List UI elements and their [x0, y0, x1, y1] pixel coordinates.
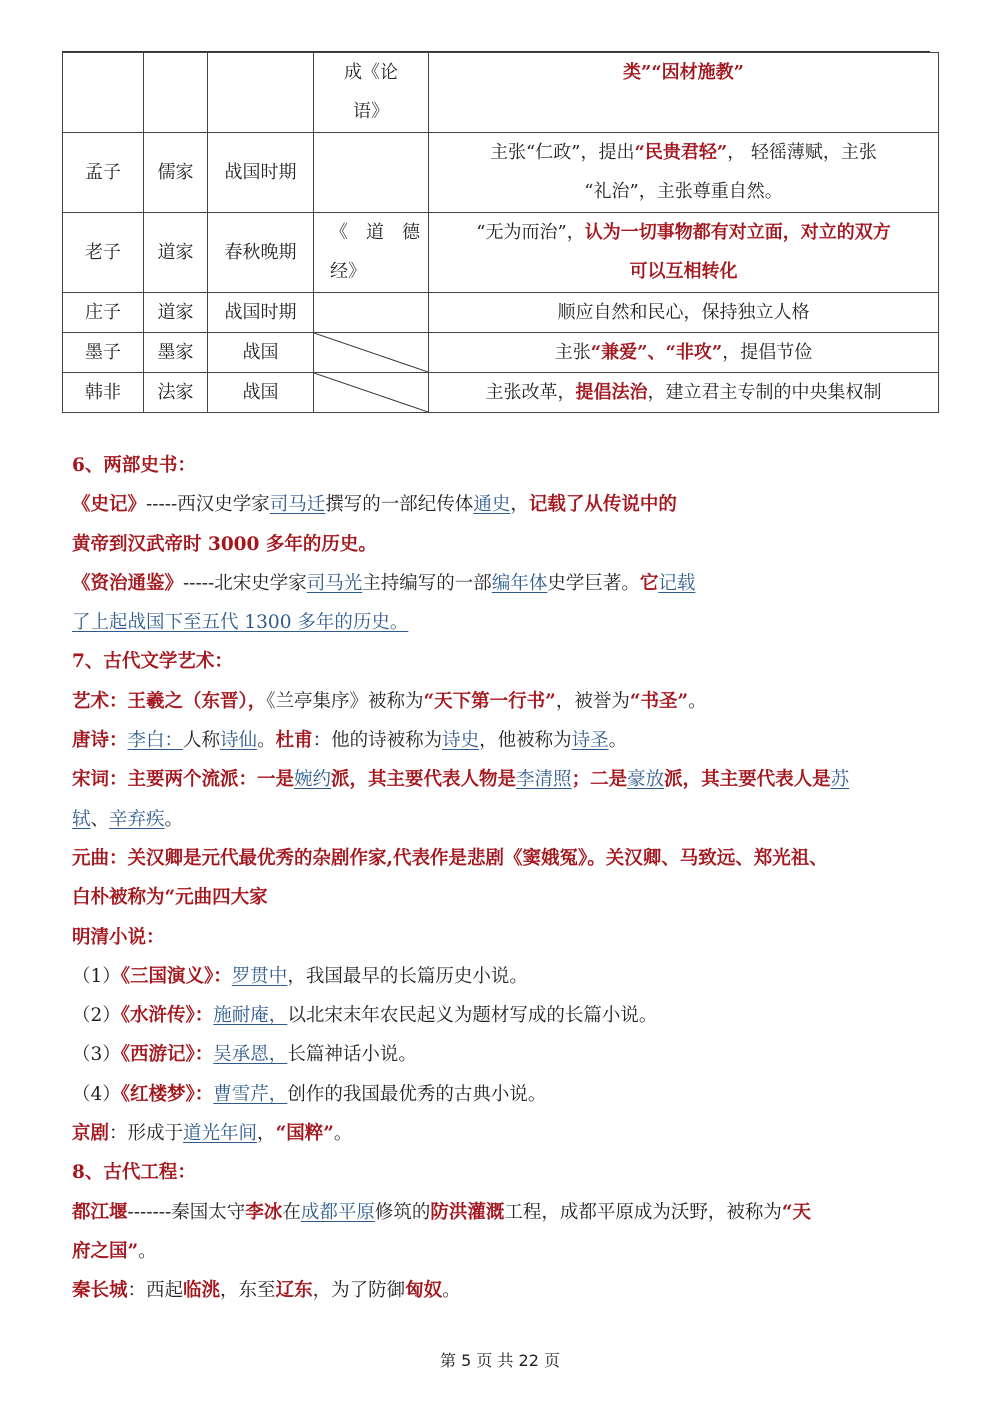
keyword-underlined: 李白： — [127, 730, 184, 752]
text-run: “礼治”，主张尊重自然。 — [584, 181, 783, 202]
text-run: （3） — [72, 1044, 121, 1066]
text-line — [72, 1114, 849, 1153]
text-run: ：形成于 — [109, 1123, 184, 1145]
text-run: ，建立君主专制的中央集权制 — [647, 382, 882, 403]
text-run: 。 — [257, 730, 276, 752]
cell-view — [429, 333, 939, 373]
keyword-underlined: 豪放 — [627, 769, 665, 791]
cell-name: 墨子 — [63, 333, 144, 373]
text-run: 6、两部史书： — [72, 455, 196, 476]
cell-school: 儒家 — [144, 133, 208, 213]
text-run: 创作的我国最优秀的古典小说。 — [287, 1083, 547, 1105]
table-row — [63, 373, 939, 413]
view-line — [429, 333, 938, 372]
diagonal-slash — [314, 333, 428, 372]
text-run: ；二是 — [571, 769, 628, 791]
table-row — [63, 133, 939, 213]
text-run: 类”“因材施教” — [622, 62, 745, 83]
text-run: 记载了从传说中的 — [528, 494, 677, 516]
text-run: 府之国” — [72, 1240, 139, 1262]
text-line — [72, 525, 849, 564]
text-run: “天下第一行书” — [423, 690, 556, 712]
keyword-underlined: 编年体 — [491, 572, 548, 594]
cell-book — [314, 133, 429, 213]
table-row — [63, 293, 939, 333]
cell-school — [144, 53, 208, 133]
text-line — [72, 800, 849, 839]
table-row — [63, 213, 939, 293]
text-run: -------秦国太守 — [127, 1201, 246, 1223]
text-run: 宋词：主要两个流派：一是 — [72, 769, 295, 791]
text-run: 主张 — [554, 342, 591, 363]
book-line: 《 道 德 — [330, 222, 420, 243]
cell-book — [314, 53, 429, 133]
text-run: ，他被称为 — [479, 730, 572, 752]
cell-name: 韩非 — [63, 373, 144, 413]
text-run: ， — [257, 1123, 276, 1145]
text-line — [72, 682, 849, 721]
text-run: 以北宋末年农民起义为题材写成的长篇小说。 — [287, 1005, 658, 1027]
text-line — [72, 564, 849, 603]
text-run: ：他的诗被称为 — [312, 730, 443, 752]
text-line — [72, 1271, 849, 1310]
text-run: 认为一切事物都有对立面，对立的双方 — [584, 222, 891, 243]
text-run: 工程，成都平原成为沃野，被称为 — [504, 1201, 782, 1223]
cell-view — [429, 53, 939, 133]
text-run: “天 — [781, 1201, 812, 1223]
view-line — [429, 53, 938, 92]
cell-book — [314, 333, 429, 373]
keyword-underlined: 通史 — [473, 494, 511, 516]
text-run: 《史记》 — [72, 494, 147, 516]
text-line — [72, 1075, 849, 1114]
text-run: 。 — [164, 808, 184, 830]
keyword-underlined: 辛弃疾 — [109, 808, 165, 830]
cell-name — [63, 53, 144, 133]
text-run: “民贵君轻” — [634, 142, 728, 163]
text-run: 匈奴 — [405, 1280, 443, 1302]
view-line — [429, 252, 938, 291]
text-run: 防洪灌溉 — [430, 1201, 505, 1223]
text-line — [72, 878, 849, 917]
text-run: 《水浒传》： — [120, 1005, 214, 1027]
text-run: 可以互相转化 — [629, 261, 738, 282]
book-line: 语》 — [353, 101, 389, 122]
cell-era: 战国时期 — [208, 293, 314, 333]
text-run: 《三国演义》： — [120, 965, 232, 987]
text-run: ，我国最早的长篇历史小说。 — [287, 965, 528, 987]
text-run: 史学巨著。 — [547, 572, 640, 594]
text-run: 主持编写的一部 — [362, 572, 492, 594]
text-run: ， — [510, 494, 529, 516]
text-run: （4） — [72, 1083, 121, 1105]
text-run: 都江堰 — [72, 1201, 128, 1223]
text-run: 派，其主要代表人物是 — [331, 769, 517, 791]
text-run: 。 — [442, 1280, 461, 1302]
text-line — [72, 721, 849, 760]
text-run: 。 — [688, 690, 707, 712]
text-run: “兼爱”、“非攻” — [590, 342, 723, 363]
cell-view — [429, 133, 939, 213]
text-run: ， 轻徭薄赋，主张 — [727, 142, 877, 163]
document-body — [72, 446, 849, 1311]
cell-era: 战国时期 — [208, 133, 314, 213]
text-run: 人称 — [183, 730, 221, 752]
text-line — [72, 957, 849, 996]
text-run: “书圣” — [629, 690, 689, 712]
keyword-underlined: 道光年间 — [183, 1123, 258, 1145]
keyword-underlined: 诗圣 — [571, 730, 609, 752]
text-line — [72, 485, 849, 524]
keyword-underlined: 诗仙 — [220, 730, 258, 752]
cell-book — [314, 213, 429, 293]
keyword-underlined: 司马光 — [306, 572, 363, 594]
text-run: 7、古代文学艺术： — [72, 651, 233, 673]
cell-era: 春秋晚期 — [208, 213, 314, 293]
text-line — [72, 1193, 849, 1232]
keyword-underlined: 施耐庵， — [213, 1005, 288, 1027]
text-run: 杜甫 — [275, 730, 313, 752]
text-line — [72, 1035, 849, 1074]
text-run: 。 — [138, 1240, 157, 1262]
cell-school: 道家 — [144, 293, 208, 333]
view-line — [429, 293, 938, 332]
keyword-underlined: 李清照 — [516, 769, 572, 791]
text-run: -----西汉史学家 — [146, 494, 270, 516]
keyword-underlined: 苏 — [830, 769, 850, 791]
text-run: 唐诗： — [72, 730, 128, 752]
text-line — [72, 1153, 849, 1192]
cell-book — [314, 373, 429, 413]
table-row — [63, 333, 939, 373]
cell-era — [208, 53, 314, 133]
text-run: ：西起 — [127, 1280, 184, 1302]
text-line — [72, 446, 849, 485]
text-run: 李冰 — [245, 1201, 283, 1223]
text-run: 8、古代工程： — [72, 1162, 196, 1184]
text-line — [72, 839, 849, 878]
keyword-underlined: 诗史 — [442, 730, 480, 752]
keyword-underlined: 曹雪芹， — [213, 1083, 288, 1105]
text-line — [72, 642, 849, 681]
cell-name: 庄子 — [63, 293, 144, 333]
cell-view — [429, 213, 939, 293]
cell-era: 战国 — [208, 373, 314, 413]
text-run: （2） — [72, 1005, 121, 1027]
text-run: 《西游记》： — [120, 1044, 214, 1066]
philosophers-table — [62, 52, 939, 413]
text-run: 。 — [608, 730, 628, 752]
text-line — [72, 760, 849, 799]
keyword-underlined: 婉约 — [294, 769, 332, 791]
cell-school: 道家 — [144, 213, 208, 293]
text-run: 、 — [90, 808, 110, 830]
text-run: 长篇神话小说。 — [287, 1044, 417, 1066]
view-line — [429, 213, 938, 252]
text-run: -----北宋史学家 — [183, 572, 307, 594]
text-run: 元曲：关汉卿是元代最优秀的杂剧作家,代表作是悲剧《窦娥冤》。关汉卿、马致远、郑光祖、 — [72, 847, 828, 869]
text-run: 《资治通鉴》 — [72, 572, 184, 594]
text-run: 白朴被称为“元曲四大家 — [72, 887, 268, 909]
keyword-underlined: 司马迁 — [269, 494, 326, 516]
cell-name: 老子 — [63, 213, 144, 293]
text-run: 撰写的一部纪传体 — [325, 494, 474, 516]
cell-book — [314, 293, 429, 333]
text-run: ，东至 — [220, 1280, 276, 1302]
text-run: 提倡法治 — [575, 382, 648, 403]
keyword-underlined: 罗贯中 — [231, 965, 288, 987]
text-run: 黄帝到汉武帝时 3000 多年的历史。 — [72, 533, 377, 555]
text-run: （1） — [72, 965, 121, 987]
book-line: 经》 — [330, 261, 366, 282]
text-run: 主张“仁政”，提出 — [490, 142, 635, 163]
cell-view — [429, 293, 939, 333]
text-run: 明清小说： — [72, 926, 165, 948]
text-run: 主张改革， — [485, 382, 576, 403]
keyword-underlined: 轼 — [72, 808, 91, 830]
text-run: 京剧 — [72, 1123, 110, 1145]
text-line — [72, 996, 849, 1035]
text-line — [72, 918, 849, 957]
text-run: 辽东 — [275, 1280, 313, 1302]
text-run: ，被誉为 — [555, 690, 630, 712]
text-run: 在 — [282, 1201, 301, 1223]
text-run: “国粹” — [275, 1123, 334, 1145]
text-run: 秦长城 — [72, 1280, 128, 1302]
diagonal-slash — [314, 373, 428, 412]
text-run: 修筑的 — [374, 1201, 431, 1223]
keyword-underlined: 吴承恩， — [213, 1044, 288, 1066]
cell-view — [429, 373, 939, 413]
keyword-underlined: 成都平原 — [300, 1201, 375, 1223]
text-run: 临洮 — [183, 1280, 221, 1302]
text-run: 。 — [333, 1123, 353, 1145]
view-line — [429, 373, 938, 412]
table-row — [63, 53, 939, 133]
text-run: 《红楼梦》： — [120, 1083, 214, 1105]
text-run: ，提倡节俭 — [722, 342, 813, 363]
text-run: 它 — [639, 572, 659, 594]
keyword-underlined: 了上起战国下至五代 1300 多年的历史。 — [72, 612, 409, 634]
text-line — [72, 603, 849, 642]
text-run: 艺术：王羲之（东晋）， — [72, 690, 267, 712]
text-run: ，为了防御 — [312, 1280, 406, 1302]
text-run: 《兰亭集序》被称为 — [266, 690, 424, 712]
cell-school: 法家 — [144, 373, 208, 413]
book-line: 成《论 — [344, 62, 398, 83]
view-line — [429, 133, 938, 172]
text-run: 派，其主要代表人是 — [664, 769, 831, 791]
cell-name: 孟子 — [63, 133, 144, 213]
cell-school: 墨家 — [144, 333, 208, 373]
text-run: 顺应自然和民心，保持独立人格 — [557, 302, 810, 323]
page-footer: 第 5 页 共 22 页 — [440, 1351, 560, 1370]
cell-era: 战国 — [208, 333, 314, 373]
text-line — [72, 1232, 849, 1271]
keyword-underlined: 记载 — [658, 572, 696, 594]
text-run: “无为而治”， — [476, 222, 585, 243]
view-line — [429, 172, 938, 211]
